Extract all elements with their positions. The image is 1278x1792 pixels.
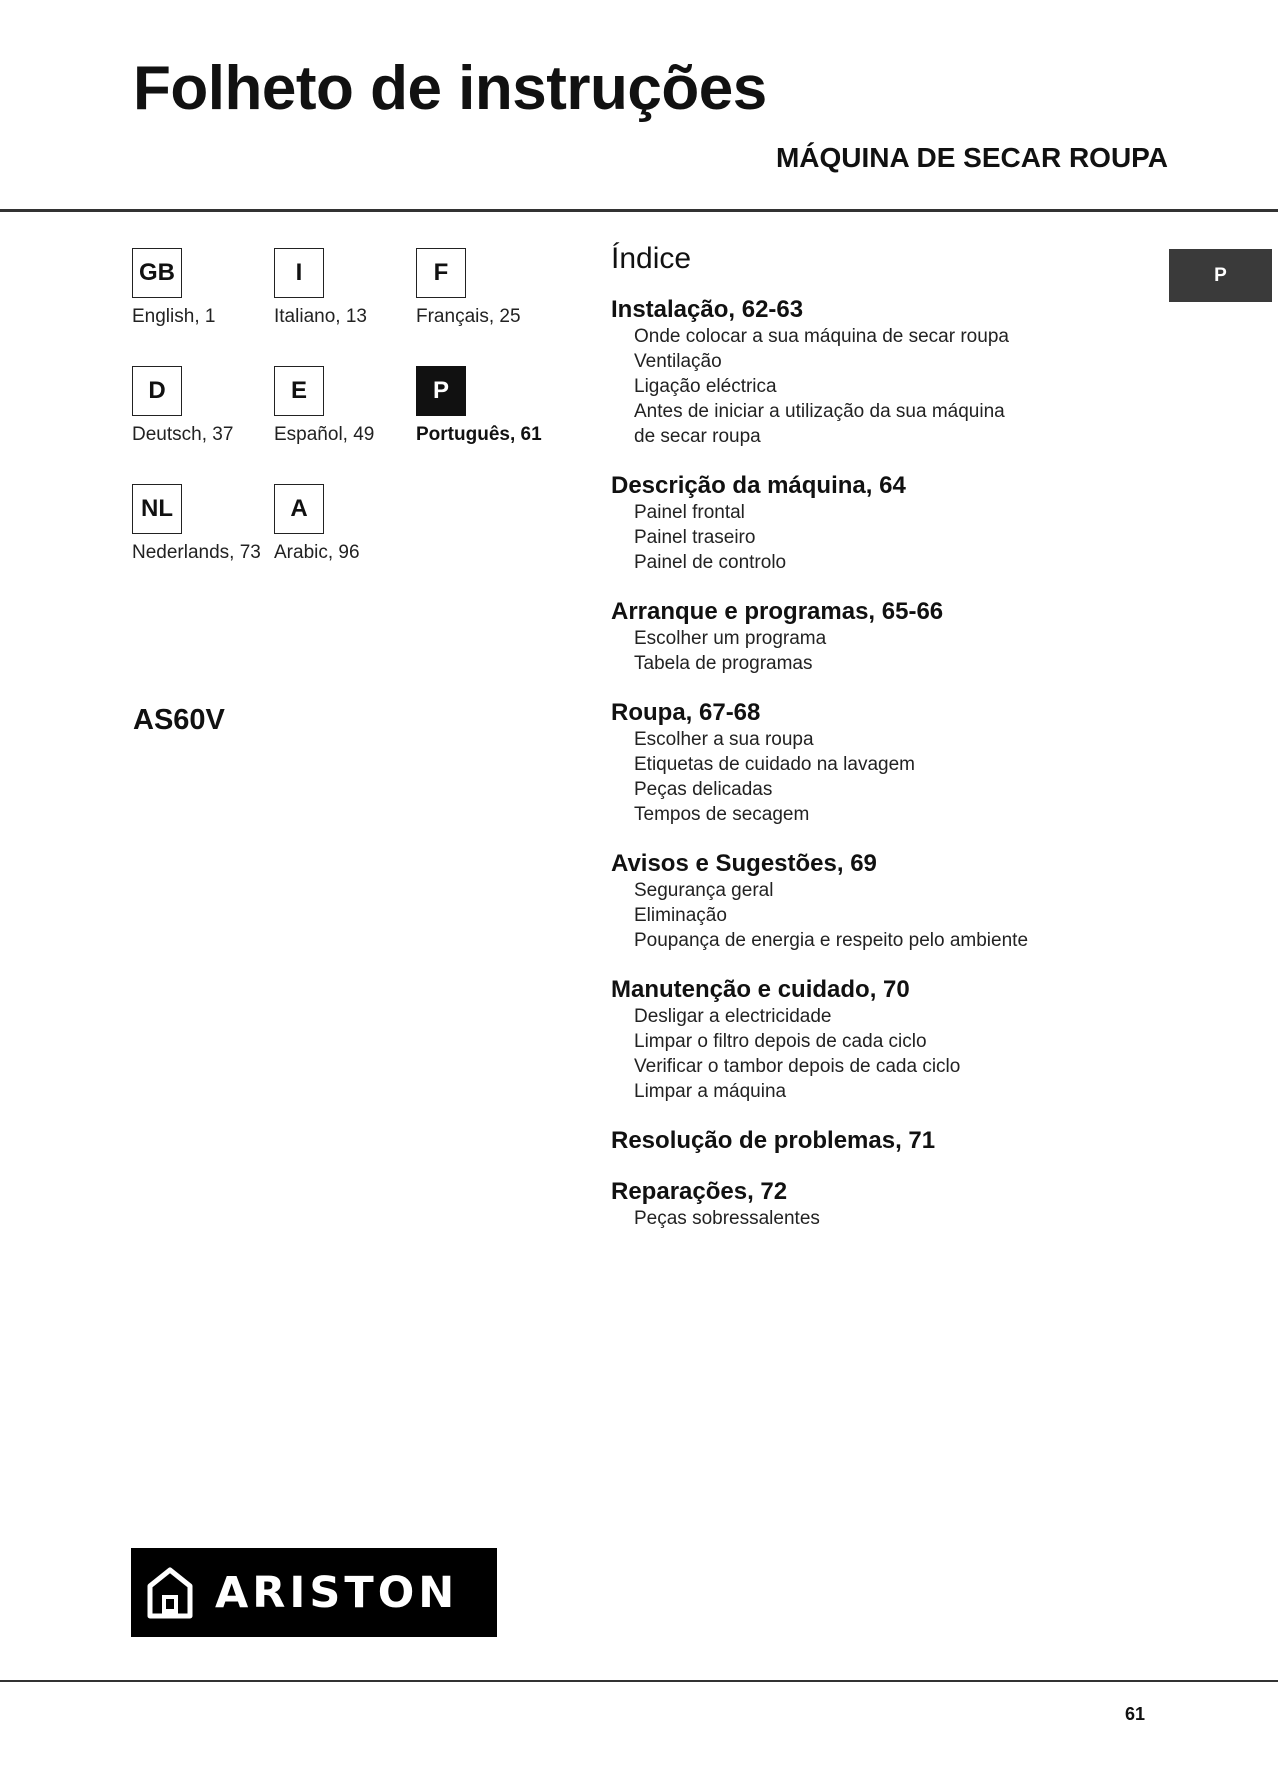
toc-section [611, 1178, 1131, 1231]
house-icon [147, 1567, 193, 1619]
language-label: Italiano, 13 [274, 306, 367, 327]
toc-item[interactable]: Desligar a electricidade [634, 1006, 832, 1027]
page-title: Folheto de instruções [133, 54, 767, 123]
toc-item[interactable]: Escolher a sua roupa [634, 729, 814, 750]
toc-item[interactable]: Limpar a máquina [634, 1081, 787, 1102]
toc-item[interactable]: Verificar o tambor depois de cada ciclo [634, 1056, 961, 1077]
language-label: Español, 49 [274, 424, 375, 445]
toc-section-title[interactable]: Instalação, 62-63 [611, 296, 804, 323]
model-name: AS60V [133, 704, 225, 736]
toc-item[interactable]: Onde colocar a sua máquina de secar roupa [634, 326, 1009, 347]
toc-section-title[interactable]: Descrição da máquina, 64 [611, 472, 906, 499]
toc-section [611, 472, 1131, 575]
language-label: Français, 25 [416, 306, 521, 327]
language-code-box[interactable]: E [274, 366, 324, 416]
language-label: Deutsch, 37 [132, 424, 234, 445]
language-code-box[interactable]: I [274, 248, 324, 298]
language-entry[interactable] [416, 248, 558, 348]
language-label: Português, 61 [416, 424, 542, 445]
table-of-contents [611, 244, 1131, 1254]
language-label: Arabic, 96 [274, 542, 360, 563]
top-divider [0, 209, 1278, 212]
toc-item[interactable]: Limpar o filtro depois de cada ciclo [634, 1031, 927, 1052]
toc-item[interactable]: Peças delicadas [634, 779, 773, 800]
toc-item[interactable]: Painel traseiro [634, 527, 756, 548]
language-label: Nederlands, 73 [132, 542, 261, 563]
toc-item[interactable]: Poupança de energia e respeito pelo ambiente [634, 930, 1029, 951]
language-entry[interactable] [132, 484, 274, 584]
language-label: English, 1 [132, 306, 216, 327]
toc-section-title[interactable]: Reparações, 72 [611, 1178, 788, 1205]
toc-section [611, 598, 1131, 676]
language-entry[interactable] [274, 366, 416, 466]
language-entry[interactable] [416, 366, 558, 466]
toc-item[interactable]: Ventilação [634, 351, 722, 372]
language-code-box[interactable]: A [274, 484, 324, 534]
ariston-logo [131, 1548, 497, 1637]
toc-item[interactable]: Tempos de secagem [634, 804, 810, 825]
toc-item[interactable]: de secar roupa [634, 426, 761, 447]
toc-section-title[interactable]: Resolução de problemas, 71 [611, 1127, 936, 1154]
language-entry[interactable] [132, 248, 274, 348]
toc-section-title[interactable]: Avisos e Sugestões, 69 [611, 850, 877, 877]
language-code-box[interactable]: F [416, 248, 466, 298]
toc-item[interactable]: Etiquetas de cuidado na lavagem [634, 754, 915, 775]
toc-item[interactable]: Escolher um programa [634, 628, 827, 649]
toc-item[interactable]: Eliminação [634, 905, 727, 926]
toc-section-title[interactable]: Roupa, 67-68 [611, 699, 761, 726]
language-code-box[interactable]: NL [132, 484, 182, 534]
toc-section [611, 296, 1131, 449]
logo-text: ARISTON [215, 1567, 459, 1618]
page-number: 61 [1124, 1704, 1145, 1724]
language-entry[interactable] [274, 248, 416, 348]
toc-section [611, 699, 1131, 827]
toc-section [611, 976, 1131, 1104]
language-entry[interactable] [132, 366, 274, 466]
language-code-box[interactable]: GB [132, 248, 182, 298]
toc-item[interactable]: Peças sobressalentes [634, 1208, 820, 1229]
language-tab: P [1169, 249, 1272, 302]
toc-item[interactable]: Painel de controlo [634, 552, 787, 573]
bottom-divider [0, 1680, 1278, 1682]
toc-item[interactable]: Ligação eléctrica [634, 376, 777, 397]
language-code-box[interactable]: D [132, 366, 182, 416]
toc-sections [611, 296, 1131, 1231]
language-entry[interactable] [274, 484, 416, 584]
toc-item[interactable]: Antes de iniciar a utilização da sua máquina [634, 401, 1005, 422]
language-code-box[interactable]: P [416, 366, 466, 416]
toc-section-title[interactable]: Manutenção e cuidado, 70 [611, 976, 910, 1003]
toc-item[interactable]: Painel frontal [634, 502, 745, 523]
toc-item[interactable]: Segurança geral [634, 880, 774, 901]
toc-section-title[interactable]: Arranque e programas, 65-66 [611, 598, 944, 625]
product-subtitle: MÁQUINA DE SECAR ROUPA [775, 142, 1168, 173]
toc-section [611, 850, 1131, 953]
toc-item[interactable]: Tabela de programas [634, 653, 813, 674]
toc-section [611, 1127, 1131, 1155]
toc-heading: Índice [611, 242, 692, 275]
